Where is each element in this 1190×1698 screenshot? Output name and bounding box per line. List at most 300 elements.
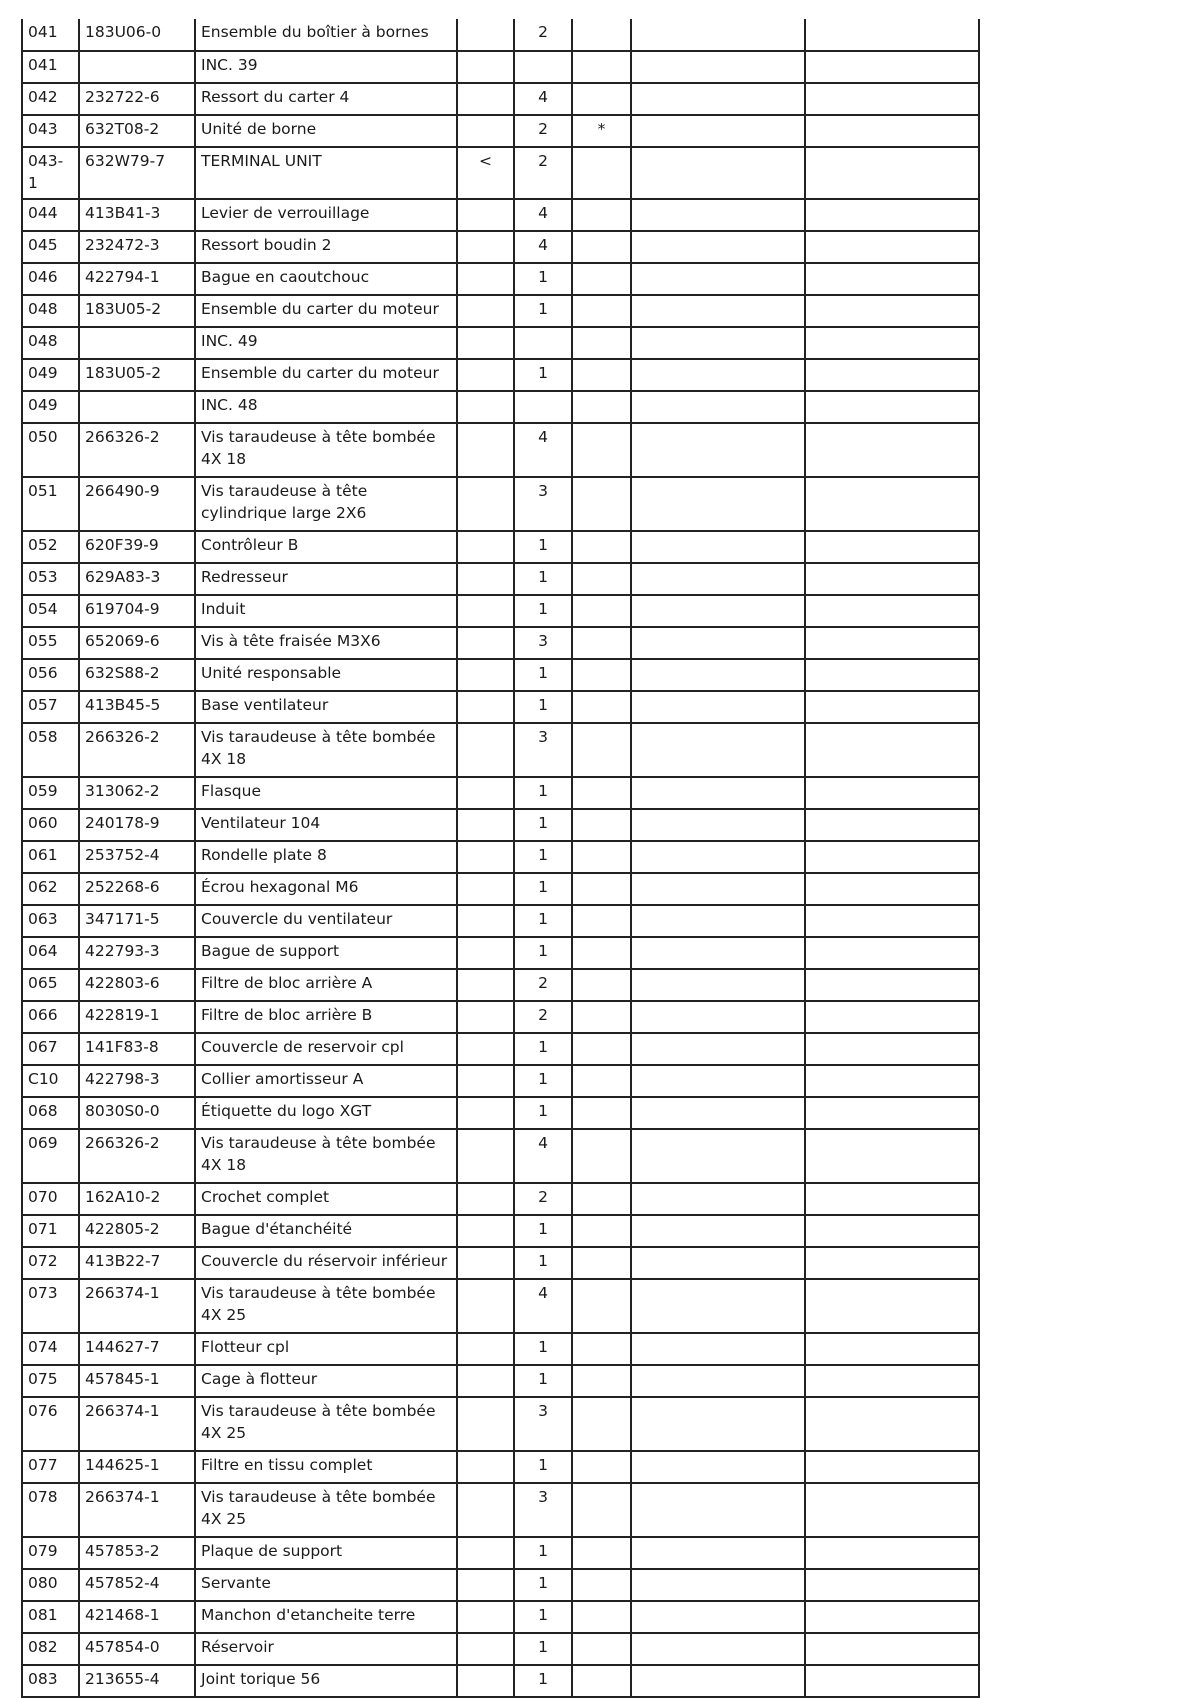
blank-cell	[805, 1397, 979, 1451]
table-row	[22, 969, 979, 1001]
blank-cell	[805, 1001, 979, 1033]
table-row	[22, 1483, 979, 1537]
item-number-cell: 051	[22, 477, 79, 531]
table-row	[22, 1215, 979, 1247]
parts-table	[21, 19, 980, 1698]
blank-cell	[805, 477, 979, 531]
part-number-cell: 162A10-2	[79, 1183, 195, 1215]
table-row	[22, 841, 979, 873]
item-number-cell: 080	[22, 1569, 79, 1601]
note-cell	[572, 873, 631, 905]
item-number-cell: 060	[22, 809, 79, 841]
description-cell: Cage à flotteur	[195, 1365, 457, 1397]
table-row	[22, 723, 979, 777]
item-number-cell: 055	[22, 627, 79, 659]
change-mark-cell	[457, 531, 514, 563]
change-mark-cell	[457, 1537, 514, 1569]
blank-cell	[805, 1065, 979, 1097]
blank-cell	[805, 627, 979, 659]
blank-cell	[805, 423, 979, 477]
description-cell: Collier amortisseur A	[195, 1065, 457, 1097]
blank-cell	[631, 905, 805, 937]
blank-cell	[805, 563, 979, 595]
change-mark-cell	[457, 1065, 514, 1097]
item-number-cell: 081	[22, 1601, 79, 1633]
note-cell	[572, 1365, 631, 1397]
note-cell	[572, 1247, 631, 1279]
description-cell: Réservoir	[195, 1633, 457, 1665]
part-number-cell: 8030S0-0	[79, 1097, 195, 1129]
item-number-cell: 072	[22, 1247, 79, 1279]
blank-cell	[805, 359, 979, 391]
blank-cell	[805, 1483, 979, 1537]
part-number-cell: 422803-6	[79, 969, 195, 1001]
quantity-cell: 1	[514, 531, 572, 563]
description-cell: Filtre en tissu complet	[195, 1451, 457, 1483]
quantity-cell: 1	[514, 841, 572, 873]
item-number-cell: 067	[22, 1033, 79, 1065]
note-cell	[572, 1129, 631, 1183]
change-mark-cell	[457, 1129, 514, 1183]
change-mark-cell	[457, 563, 514, 595]
blank-cell	[805, 83, 979, 115]
description-cell: INC. 49	[195, 327, 457, 359]
note-cell	[572, 1279, 631, 1333]
description-cell: Vis taraudeuse à tête bombée 4X 25	[195, 1397, 457, 1451]
quantity-cell: 2	[514, 147, 572, 199]
table-row	[22, 1247, 979, 1279]
change-mark-cell	[457, 873, 514, 905]
blank-cell	[805, 691, 979, 723]
blank-cell	[631, 1279, 805, 1333]
part-number-cell: 632S88-2	[79, 659, 195, 691]
part-number-cell: 266326-2	[79, 423, 195, 477]
table-row	[22, 691, 979, 723]
blank-cell	[631, 19, 805, 51]
blank-cell	[631, 1033, 805, 1065]
quantity-cell: 1	[514, 1247, 572, 1279]
description-cell: Couvercle du réservoir inférieur	[195, 1247, 457, 1279]
quantity-cell: 1	[514, 1097, 572, 1129]
item-number-cell: 044	[22, 199, 79, 231]
part-number-cell: 144627-7	[79, 1333, 195, 1365]
blank-cell	[805, 1601, 979, 1633]
table-row	[22, 627, 979, 659]
part-number-cell: 422805-2	[79, 1215, 195, 1247]
description-cell: Étiquette du logo XGT	[195, 1097, 457, 1129]
part-number-cell: 266490-9	[79, 477, 195, 531]
blank-cell	[631, 1397, 805, 1451]
quantity-cell	[514, 391, 572, 423]
table-row	[22, 391, 979, 423]
description-cell: Unité responsable	[195, 659, 457, 691]
item-number-cell: 061	[22, 841, 79, 873]
blank-cell	[805, 231, 979, 263]
change-mark-cell	[457, 841, 514, 873]
part-number-cell: 413B41-3	[79, 199, 195, 231]
item-number-cell: 068	[22, 1097, 79, 1129]
blank-cell	[805, 19, 979, 51]
quantity-cell: 1	[514, 1665, 572, 1697]
part-number-cell: 632W79-7	[79, 147, 195, 199]
blank-cell	[631, 1633, 805, 1665]
change-mark-cell	[457, 1633, 514, 1665]
item-number-cell: 041	[22, 51, 79, 83]
description-cell: Vis taraudeuse à tête bombée 4X 18	[195, 723, 457, 777]
part-number-cell	[79, 327, 195, 359]
change-mark-cell	[457, 1665, 514, 1697]
blank-cell	[805, 1333, 979, 1365]
item-number-cell: 065	[22, 969, 79, 1001]
quantity-cell: 2	[514, 115, 572, 147]
blank-cell	[805, 199, 979, 231]
blank-cell	[805, 1569, 979, 1601]
blank-cell	[805, 1215, 979, 1247]
table-row	[22, 1065, 979, 1097]
blank-cell	[631, 841, 805, 873]
description-cell: Induit	[195, 595, 457, 627]
part-number-cell: 421468-1	[79, 1601, 195, 1633]
note-cell	[572, 83, 631, 115]
quantity-cell: 4	[514, 83, 572, 115]
note-cell	[572, 969, 631, 1001]
description-cell: INC. 39	[195, 51, 457, 83]
part-number-cell: 457854-0	[79, 1633, 195, 1665]
quantity-cell: 1	[514, 295, 572, 327]
change-mark-cell	[457, 1183, 514, 1215]
table-row	[22, 147, 979, 199]
change-mark-cell	[457, 1365, 514, 1397]
blank-cell	[805, 1033, 979, 1065]
description-cell: Bague d'étanchéité	[195, 1215, 457, 1247]
note-cell	[572, 723, 631, 777]
note-cell	[572, 691, 631, 723]
note-cell	[572, 391, 631, 423]
note-cell	[572, 841, 631, 873]
change-mark-cell	[457, 327, 514, 359]
note-cell	[572, 777, 631, 809]
quantity-cell: 2	[514, 19, 572, 51]
part-number-cell: 144625-1	[79, 1451, 195, 1483]
blank-cell	[805, 937, 979, 969]
table-row	[22, 659, 979, 691]
note-cell	[572, 295, 631, 327]
table-row	[22, 327, 979, 359]
table-row	[22, 1279, 979, 1333]
part-number-cell: 413B45-5	[79, 691, 195, 723]
note-cell	[572, 1633, 631, 1665]
change-mark-cell	[457, 115, 514, 147]
quantity-cell: 4	[514, 199, 572, 231]
table-row	[22, 1033, 979, 1065]
description-cell: Ressort du carter 4	[195, 83, 457, 115]
table-row	[22, 1633, 979, 1665]
blank-cell	[805, 531, 979, 563]
blank-cell	[631, 51, 805, 83]
table-row	[22, 423, 979, 477]
part-number-cell: 619704-9	[79, 595, 195, 627]
blank-cell	[631, 1129, 805, 1183]
blank-cell	[805, 1451, 979, 1483]
change-mark-cell	[457, 1569, 514, 1601]
part-number-cell: 232722-6	[79, 83, 195, 115]
table-row	[22, 1333, 979, 1365]
part-number-cell: 253752-4	[79, 841, 195, 873]
description-cell: Couvercle de reservoir cpl	[195, 1033, 457, 1065]
note-cell	[572, 809, 631, 841]
description-cell: Rondelle plate 8	[195, 841, 457, 873]
item-number-cell: 048	[22, 327, 79, 359]
note-cell	[572, 199, 631, 231]
part-number-cell	[79, 391, 195, 423]
item-number-cell: 058	[22, 723, 79, 777]
quantity-cell: 4	[514, 1279, 572, 1333]
quantity-cell: 1	[514, 1033, 572, 1065]
blank-cell	[805, 723, 979, 777]
blank-cell	[631, 777, 805, 809]
table-row	[22, 1129, 979, 1183]
blank-cell	[631, 115, 805, 147]
item-number-cell: 078	[22, 1483, 79, 1537]
part-number-cell: 266326-2	[79, 723, 195, 777]
quantity-cell: 1	[514, 563, 572, 595]
blank-cell	[805, 391, 979, 423]
blank-cell	[631, 1601, 805, 1633]
item-number-cell: 041	[22, 19, 79, 51]
blank-cell	[805, 595, 979, 627]
change-mark-cell	[457, 199, 514, 231]
description-cell: Couvercle du ventilateur	[195, 905, 457, 937]
part-number-cell: 240178-9	[79, 809, 195, 841]
blank-cell	[631, 1333, 805, 1365]
note-cell	[572, 563, 631, 595]
blank-cell	[631, 1001, 805, 1033]
item-number-cell: C10	[22, 1065, 79, 1097]
description-cell: Ventilateur 104	[195, 809, 457, 841]
change-mark-cell	[457, 1483, 514, 1537]
quantity-cell: 3	[514, 1483, 572, 1537]
quantity-cell: 4	[514, 231, 572, 263]
description-cell: Joint torique 56	[195, 1665, 457, 1697]
part-number-cell: 632T08-2	[79, 115, 195, 147]
item-number-cell: 079	[22, 1537, 79, 1569]
item-number-cell: 052	[22, 531, 79, 563]
note-cell	[572, 1397, 631, 1451]
change-mark-cell	[457, 723, 514, 777]
part-number-cell: 422793-3	[79, 937, 195, 969]
description-cell: Servante	[195, 1569, 457, 1601]
table-row	[22, 263, 979, 295]
change-mark-cell	[457, 627, 514, 659]
part-number-cell: 457853-2	[79, 1537, 195, 1569]
blank-cell	[631, 1065, 805, 1097]
blank-cell	[631, 723, 805, 777]
item-number-cell: 056	[22, 659, 79, 691]
table-row	[22, 937, 979, 969]
table-row	[22, 1365, 979, 1397]
table-row	[22, 1183, 979, 1215]
quantity-cell: 1	[514, 1537, 572, 1569]
table-row	[22, 777, 979, 809]
part-number-cell: 457845-1	[79, 1365, 195, 1397]
description-cell: TERMINAL UNIT	[195, 147, 457, 199]
note-cell	[572, 51, 631, 83]
part-number-cell: 313062-2	[79, 777, 195, 809]
blank-cell	[631, 83, 805, 115]
quantity-cell: 1	[514, 1601, 572, 1633]
table-row	[22, 115, 979, 147]
item-number-cell: 076	[22, 1397, 79, 1451]
item-number-cell: 043-1	[22, 147, 79, 199]
blank-cell	[631, 691, 805, 723]
blank-cell	[805, 1247, 979, 1279]
item-number-cell: 069	[22, 1129, 79, 1183]
change-mark-cell	[457, 1601, 514, 1633]
blank-cell	[631, 477, 805, 531]
note-cell	[572, 359, 631, 391]
note-cell	[572, 19, 631, 51]
description-cell: Vis taraudeuse à tête bombée 4X 18	[195, 1129, 457, 1183]
part-number-cell: 232472-3	[79, 231, 195, 263]
blank-cell	[631, 231, 805, 263]
item-number-cell: 059	[22, 777, 79, 809]
blank-cell	[631, 1569, 805, 1601]
item-number-cell: 083	[22, 1665, 79, 1697]
blank-cell	[805, 777, 979, 809]
note-cell	[572, 531, 631, 563]
quantity-cell: 1	[514, 595, 572, 627]
note-cell	[572, 1537, 631, 1569]
blank-cell	[805, 809, 979, 841]
note-cell	[572, 231, 631, 263]
note-cell	[572, 1333, 631, 1365]
item-number-cell: 049	[22, 359, 79, 391]
blank-cell	[805, 1129, 979, 1183]
part-number-cell: 266374-1	[79, 1397, 195, 1451]
change-mark-cell	[457, 659, 514, 691]
description-cell: Bague de support	[195, 937, 457, 969]
description-cell: Levier de verrouillage	[195, 199, 457, 231]
quantity-cell: 3	[514, 477, 572, 531]
item-number-cell: 077	[22, 1451, 79, 1483]
change-mark-cell	[457, 231, 514, 263]
note-cell	[572, 1183, 631, 1215]
description-cell: Contrôleur B	[195, 531, 457, 563]
change-mark-cell	[457, 969, 514, 1001]
description-cell: Ensemble du boîtier à bornes	[195, 19, 457, 51]
change-mark-cell	[457, 423, 514, 477]
blank-cell	[631, 1097, 805, 1129]
blank-cell	[631, 1247, 805, 1279]
quantity-cell: 1	[514, 263, 572, 295]
item-number-cell: 074	[22, 1333, 79, 1365]
quantity-cell: 1	[514, 1633, 572, 1665]
table-row	[22, 1537, 979, 1569]
part-number-cell: 266374-1	[79, 1483, 195, 1537]
blank-cell	[631, 1183, 805, 1215]
blank-cell	[631, 809, 805, 841]
table-row	[22, 295, 979, 327]
blank-cell	[631, 937, 805, 969]
change-mark-cell	[457, 1215, 514, 1247]
note-cell	[572, 1569, 631, 1601]
blank-cell	[805, 327, 979, 359]
item-number-cell: 048	[22, 295, 79, 327]
table-row	[22, 531, 979, 563]
quantity-cell: 1	[514, 1451, 572, 1483]
blank-cell	[805, 841, 979, 873]
item-number-cell: 064	[22, 937, 79, 969]
note-cell	[572, 1665, 631, 1697]
quantity-cell: 1	[514, 659, 572, 691]
change-mark-cell	[457, 809, 514, 841]
change-mark-cell	[457, 19, 514, 51]
table-row	[22, 809, 979, 841]
note-cell	[572, 477, 631, 531]
blank-cell	[631, 563, 805, 595]
note-cell	[572, 147, 631, 199]
blank-cell	[631, 263, 805, 295]
table-row	[22, 563, 979, 595]
note-cell	[572, 595, 631, 627]
description-cell: INC. 48	[195, 391, 457, 423]
table-row	[22, 595, 979, 627]
blank-cell	[631, 1665, 805, 1697]
table-row	[22, 477, 979, 531]
description-cell: Unité de borne	[195, 115, 457, 147]
part-number-cell: 457852-4	[79, 1569, 195, 1601]
table-row	[22, 1569, 979, 1601]
note-cell	[572, 1065, 631, 1097]
part-number-cell: 629A83-3	[79, 563, 195, 595]
table-row	[22, 83, 979, 115]
change-mark-cell	[457, 905, 514, 937]
part-number-cell: 141F83-8	[79, 1033, 195, 1065]
change-mark-cell	[457, 595, 514, 627]
note-cell	[572, 327, 631, 359]
description-cell: Vis taraudeuse à tête bombée 4X 18	[195, 423, 457, 477]
change-mark-cell	[457, 1397, 514, 1451]
quantity-cell: 1	[514, 777, 572, 809]
change-mark-cell	[457, 477, 514, 531]
item-number-cell: 057	[22, 691, 79, 723]
change-mark-cell: <	[457, 147, 514, 199]
item-number-cell: 049	[22, 391, 79, 423]
part-number-cell: 183U06-0	[79, 19, 195, 51]
description-cell: Manchon d'etancheite terre	[195, 1601, 457, 1633]
change-mark-cell	[457, 1097, 514, 1129]
quantity-cell: 2	[514, 1183, 572, 1215]
blank-cell	[631, 873, 805, 905]
item-number-cell: 046	[22, 263, 79, 295]
quantity-cell: 1	[514, 1215, 572, 1247]
table-row	[22, 1601, 979, 1633]
blank-cell	[805, 147, 979, 199]
note-cell	[572, 263, 631, 295]
blank-cell	[805, 873, 979, 905]
blank-cell	[631, 359, 805, 391]
change-mark-cell	[457, 937, 514, 969]
note-cell	[572, 423, 631, 477]
blank-cell	[631, 327, 805, 359]
blank-cell	[631, 531, 805, 563]
quantity-cell: 1	[514, 809, 572, 841]
description-cell: Vis taraudeuse à tête cylindrique large 2X6	[195, 477, 457, 531]
item-number-cell: 075	[22, 1365, 79, 1397]
table-row	[22, 1451, 979, 1483]
part-number-cell: 422819-1	[79, 1001, 195, 1033]
quantity-cell: 1	[514, 691, 572, 723]
